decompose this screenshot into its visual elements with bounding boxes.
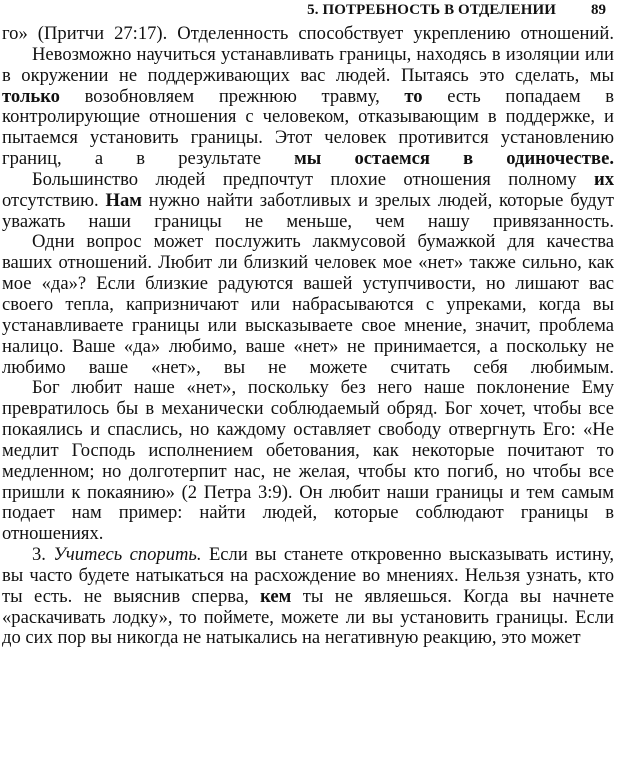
italic-text: Учитесь спорить.: [53, 544, 202, 566]
bold-text: то: [404, 85, 423, 107]
page-number: 89: [591, 2, 606, 18]
paragraph: 3. Учитесь спорить. Если вы станете откровенно высказывать истину, вы часто будете натыкаться на расхождение во мнениях. Нельзя узнать, кто ты есть. не выяснив сперва, кем ты не являешься. Когда вы начнете «раскачивать лодку», то поймете, можете ли вы установить границы. Если до сих пор вы никогда не натыкались на негативную реакцию, это может: [2, 544, 615, 649]
chapter-title: 5. ПОТРЕБНОСТЬ В ОТДЕЛЕНИИ: [307, 2, 556, 18]
paragraph: Невозможно научиться устанавливать границы, находясь в изоляции или в окружении не поддерживающих вас людей. Пытаясь это сделать, мы только возобновляем прежнюю травму, то есть попадаем в контролирующие отношения с человеком, отказывающим в поддержке, и пытаемся установить границы. Этот человек противится установлению границ, а в результате мы остаемся в одиночестве.: [2, 43, 614, 170]
paragraph: го» (Притчи 27:17). Отделенность способствует укреплению отношений.: [2, 23, 614, 44]
paragraph: Бог любит наше «нет», поскольку без него наше поклонение Ему превратилось бы в механически соблюдаемый обряд. Бог хочет, чтобы все покаялись и спаслись, но каждому оставляет свободу отвергнуть Его: «Не медлит Господь исполнением обетования, как некоторые почитают то медленном; но долготерпит нас, не желая, чтобы кто погиб, но чтобы все пришли к покаянию» (2 Петра 3:9). Он любит наши границы и тем самым подает нам пример: найти людей, которые соблюдают границы в отношениях.: [2, 377, 614, 545]
bold-text: только: [2, 85, 60, 107]
body-text: [2, 24, 614, 649]
bold-text: Нам: [105, 189, 142, 211]
bold-text: их: [593, 168, 614, 190]
paragraph: Большинство людей предпочтут плохие отношения полному их отсутствию. Нам нужно найти заботливых и зрелых людей, которые будут уважать наши границы не меньше, чем нашу привязанность.: [2, 168, 614, 232]
running-header: [0, 2, 612, 22]
bold-text: кем: [260, 585, 292, 607]
paragraph: Одни вопрос может послужить лакмусовой бумажкой для качества ваших отношений. Любит ли близкий человек мое «нет» также сильно, как мое «да»? Если близкие радуются вашей уступчивости, но лишают вас своего тепла, капризничают или набрасываются с упреками, когда вы устанавливаете границы или высказываете свое мнение, значит, проблема налицо. Ваше «да» любимо, ваше «нет» не принимается, а поскольку не любимо ваше «нет», вы не можете считать себя любимым.: [2, 231, 614, 378]
bold-text: мы остаемся в одиночестве.: [294, 148, 614, 170]
